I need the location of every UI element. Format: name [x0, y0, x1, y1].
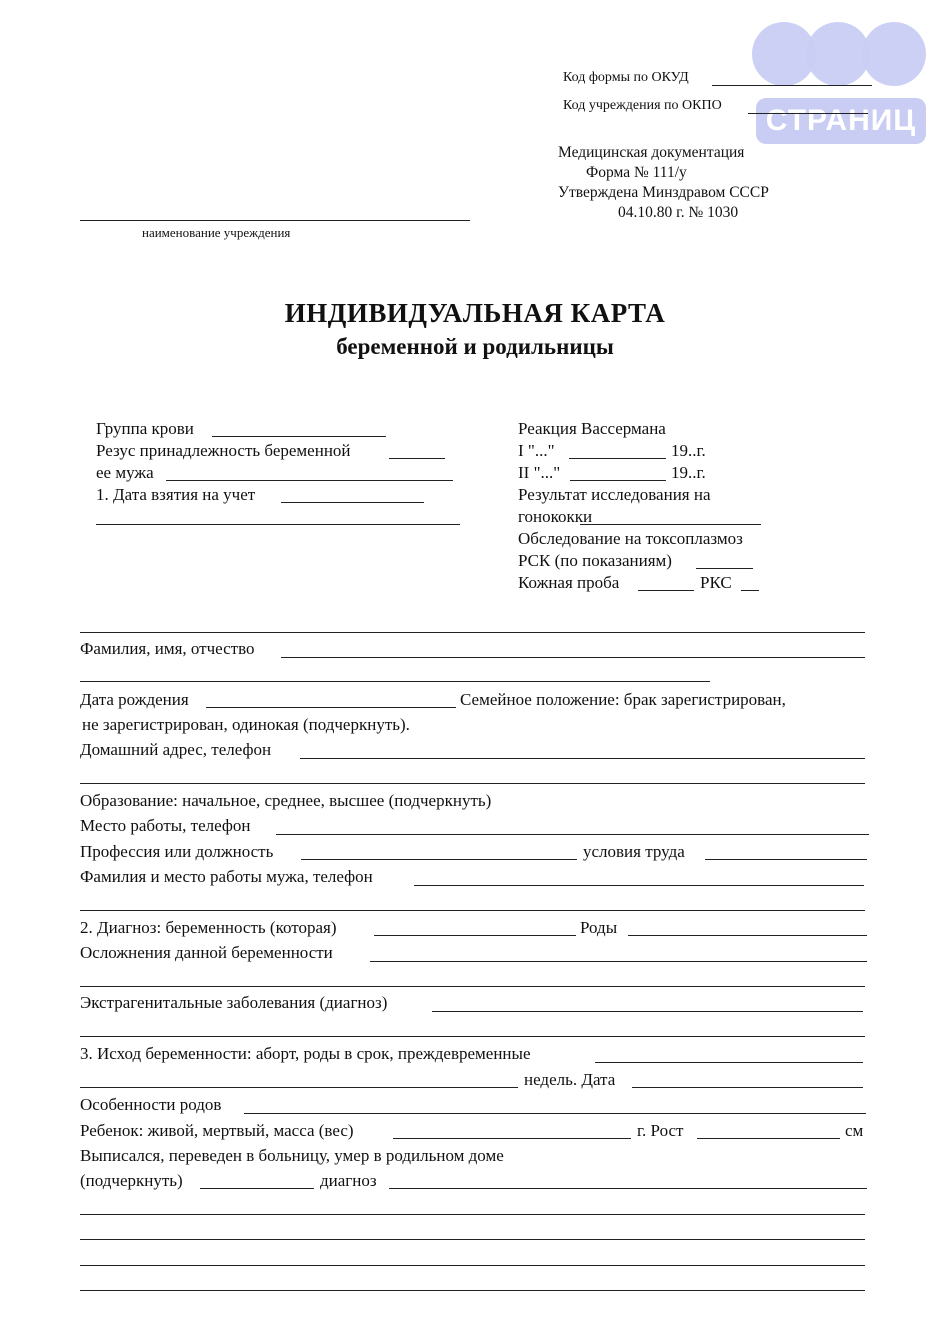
- registration-date-line[interactable]: [281, 502, 424, 503]
- skin-test-line[interactable]: [638, 590, 694, 591]
- wasserman-2-prefix: II "...": [518, 463, 561, 482]
- complications-line-2[interactable]: [80, 986, 865, 987]
- page-title: ИНДИВИДУАЛЬНАЯ КАРТА: [284, 298, 666, 328]
- fio-label: Фамилия, имя, отчество: [80, 639, 255, 658]
- rsk-line[interactable]: [696, 568, 753, 569]
- wasserman-2-line[interactable]: [570, 480, 666, 481]
- weeks-date-label: недель. Дата: [524, 1070, 616, 1089]
- outcome-line[interactable]: [595, 1062, 863, 1063]
- form-info-line-4: 04.10.80 г. № 1030: [618, 204, 739, 221]
- gonococci-label-2: гонококки: [518, 507, 593, 526]
- discharge-line[interactable]: [200, 1188, 314, 1189]
- blank-line-2[interactable]: [80, 1239, 865, 1240]
- child-weight-line[interactable]: [393, 1138, 631, 1139]
- rh-pregnant-label: Резус принадлежность беременной: [96, 441, 351, 460]
- wasserman-1-year: 19..г.: [671, 441, 706, 460]
- workplace-label: Место работы, телефон: [80, 816, 251, 835]
- rh-husband-line[interactable]: [166, 480, 453, 481]
- final-diagnosis-line[interactable]: [389, 1188, 867, 1189]
- address-line[interactable]: [300, 758, 865, 759]
- rh-husband-label: ее мужа: [96, 463, 154, 482]
- watermark-text: СТРАНИЦ: [765, 104, 917, 137]
- fio-line[interactable]: [281, 657, 865, 658]
- form-info: [558, 143, 818, 223]
- discharge-label: Выписался, переведен в больницу, умер в родильном доме: [80, 1146, 504, 1165]
- births-label: Роды: [580, 918, 618, 937]
- extragenital-line[interactable]: [432, 1011, 863, 1012]
- okpo-label: Код учреждения по ОКПО: [563, 98, 722, 113]
- profession-label: Профессия или должность: [80, 842, 274, 861]
- husband-label: Фамилия и место работы мужа, телефон: [80, 867, 373, 886]
- complications-label: Осложнения данной беременности: [80, 943, 333, 962]
- blood-group-line[interactable]: [212, 436, 386, 437]
- rh-pregnant-line[interactable]: [389, 458, 445, 459]
- skin-test-label: Кожная проба: [518, 573, 620, 592]
- registration-extra-line[interactable]: [96, 524, 460, 525]
- complications-line[interactable]: [370, 961, 867, 962]
- child-height-line[interactable]: [697, 1138, 840, 1139]
- watermark-circle-3: [862, 22, 926, 86]
- extragenital-label: Экстрагенитальные заболевания (диагноз): [80, 993, 388, 1012]
- address-label: Домашний адрес, телефон: [80, 740, 272, 759]
- blank-line-1[interactable]: [80, 1214, 865, 1215]
- outcome-line-2[interactable]: [80, 1087, 518, 1088]
- child-height-label: г. Рост: [637, 1121, 684, 1140]
- husband-line-2[interactable]: [80, 910, 865, 911]
- rks-line[interactable]: [741, 590, 759, 591]
- child-label: Ребенок: живой, мертвый, масса (вес): [80, 1121, 354, 1140]
- outcome-date-line[interactable]: [632, 1087, 863, 1088]
- husband-line[interactable]: [414, 885, 864, 886]
- institution-line[interactable]: [80, 220, 470, 221]
- underline-note: (подчеркнуть): [80, 1171, 183, 1190]
- birth-date-line[interactable]: [206, 707, 456, 708]
- wasserman-1-prefix: I "...": [518, 441, 555, 460]
- form-info-line-2: Форма № 111/у: [586, 164, 687, 181]
- births-line[interactable]: [628, 935, 867, 936]
- diagnosis-pregnancy-label: 2. Диагноз: беременность (которая): [80, 918, 337, 937]
- blank-line-3[interactable]: [80, 1265, 865, 1266]
- okud-line[interactable]: [712, 85, 872, 86]
- work-conditions-label: условия труда: [583, 842, 685, 861]
- workplace-line[interactable]: [276, 834, 869, 835]
- registration-date-label: 1. Дата взятия на учет: [96, 485, 256, 504]
- gonococci-line[interactable]: [580, 524, 761, 525]
- gonococci-label-1: Результат исследования на: [518, 485, 711, 504]
- profession-line[interactable]: [301, 859, 577, 860]
- final-diagnosis-label: диагноз: [320, 1171, 377, 1190]
- marital-status-label: Семейное положение: брак зарегистрирован,: [460, 690, 786, 709]
- birth-date-label: Дата рождения: [80, 690, 189, 709]
- wasserman-1-line[interactable]: [569, 458, 666, 459]
- work-conditions-line[interactable]: [705, 859, 867, 860]
- cm-label: см: [845, 1121, 864, 1140]
- okud-label: Код формы по ОКУД: [563, 70, 689, 85]
- blood-group-label: Группа крови: [96, 419, 194, 438]
- birth-features-label: Особенности родов: [80, 1095, 222, 1114]
- diagnosis-pregnancy-line[interactable]: [374, 935, 576, 936]
- wasserman-2-year: 19..г.: [671, 463, 706, 482]
- marital-status-options: не зарегистрирован, одинокая (подчеркнуть).: [82, 715, 410, 734]
- form-info-line-1: Медицинская документация: [558, 144, 745, 161]
- address-line-2[interactable]: [80, 783, 865, 784]
- toxoplasmosis-label: Обследование на токсоплазмоз: [518, 529, 743, 548]
- birth-features-line[interactable]: [244, 1113, 866, 1114]
- outcome-label: 3. Исход беременности: аборт, роды в срок, преждевременные: [80, 1044, 531, 1063]
- institution-caption: наименование учреждения: [142, 225, 291, 240]
- watermark-circle-2: [806, 22, 870, 86]
- rsk-label: РСК (по показаниям): [518, 551, 672, 570]
- wasserman-label: Реакция Вассермана: [518, 419, 666, 438]
- separator-top: [80, 632, 865, 633]
- blank-line-4[interactable]: [80, 1290, 865, 1291]
- rks-label: РКС: [700, 573, 732, 592]
- page-subtitle: беременной и родильницы: [336, 334, 614, 359]
- okpo-line[interactable]: [748, 113, 868, 114]
- form-info-line-3: Утверждена Минздравом СССР: [558, 184, 769, 201]
- education-label: Образование: начальное, среднее, высшее (подчеркнуть): [80, 791, 492, 810]
- fio-line-2[interactable]: [80, 681, 710, 682]
- extragenital-line-2[interactable]: [80, 1036, 865, 1037]
